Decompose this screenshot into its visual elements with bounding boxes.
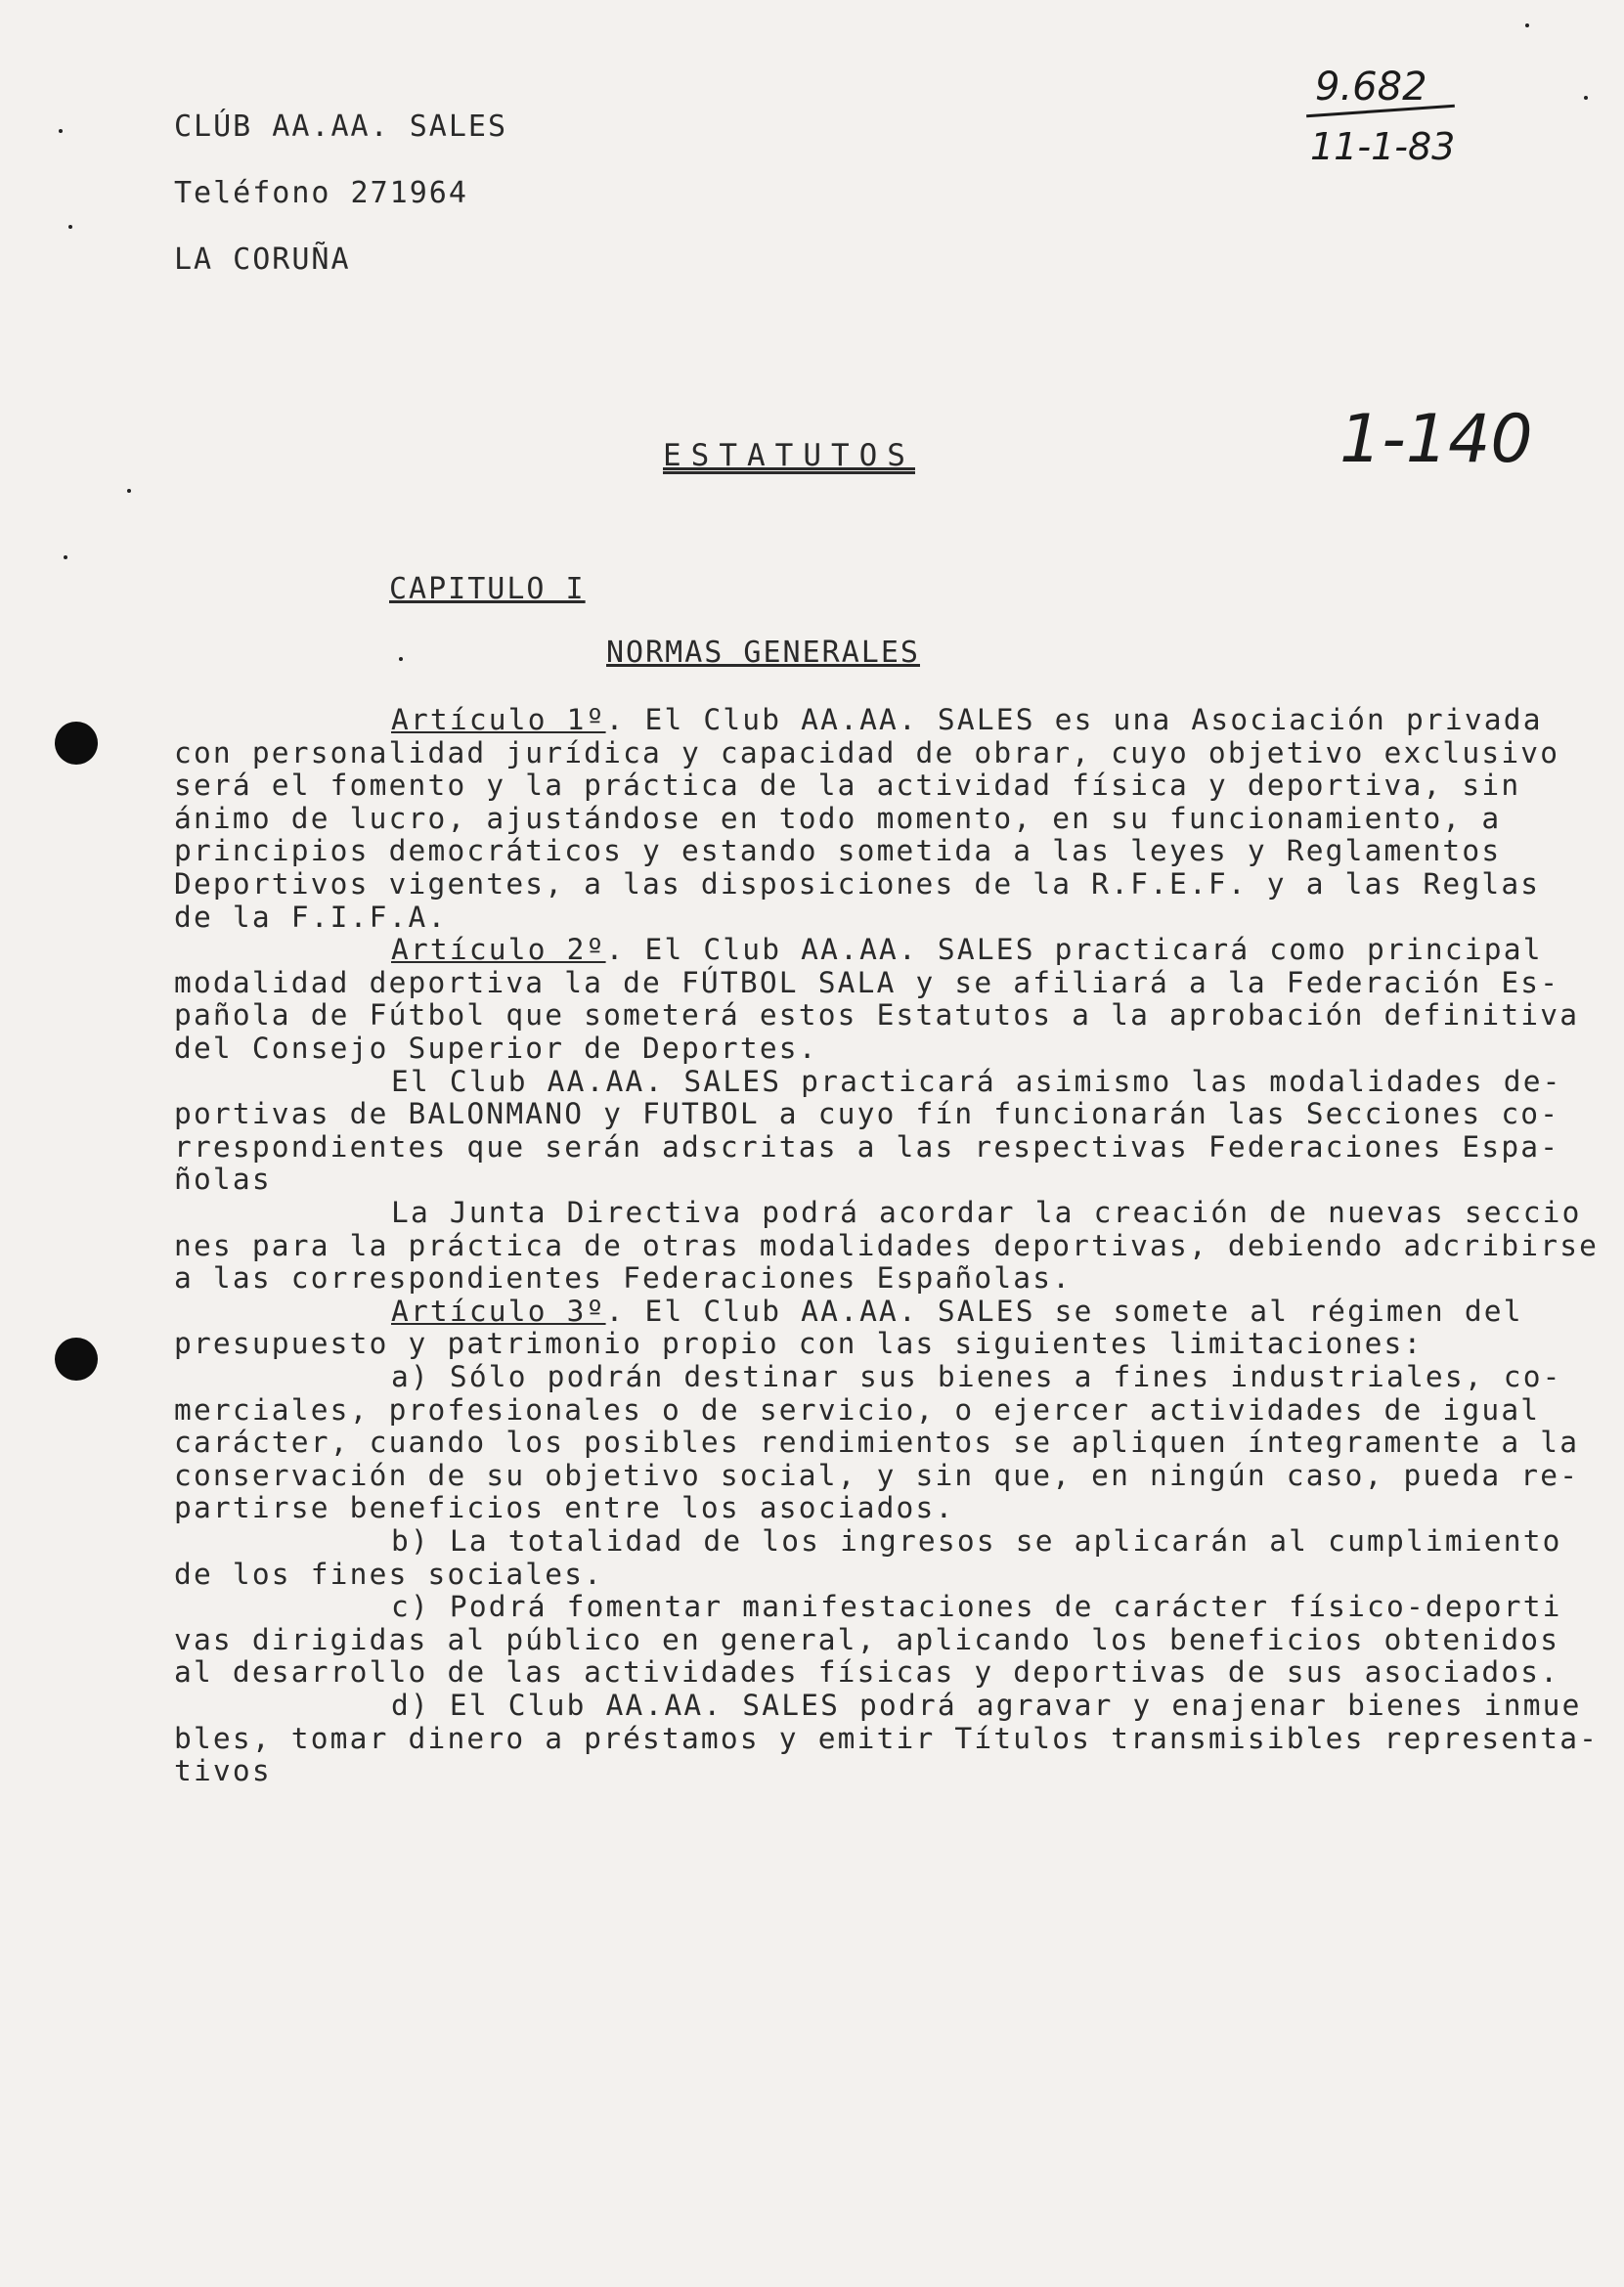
scan-speck bbox=[127, 489, 131, 493]
line-text: tivos bbox=[174, 1754, 272, 1788]
line-text: vas dirigidas al público en general, aplicando los beneficios obtenidos bbox=[174, 1622, 1560, 1656]
scan-speck bbox=[1525, 23, 1529, 27]
line-text: será el fomento y la práctica de la actividad física y deportiva, sin bbox=[174, 769, 1521, 803]
line-text: Deportivos vigentes, a las disposiciones de la R.F.E.F. y a las Reglas bbox=[174, 867, 1541, 901]
line-text: merciales, profesionales o de servicio, o ejercer actividades de igual bbox=[174, 1392, 1541, 1427]
line-text: de los fines sociales. bbox=[174, 1557, 604, 1591]
scan-speck bbox=[59, 129, 63, 133]
line-text: d) El Club AA.AA. SALES podrá agravar y enajenar bienes inmue bbox=[391, 1689, 1582, 1722]
line-text: pañola de Fútbol que someterá estos Estatutos a la aprobación definitiva bbox=[174, 998, 1580, 1033]
article-label: Artículo 2º bbox=[391, 933, 606, 967]
line-text: ñolas bbox=[174, 1163, 272, 1197]
line-text: modalidad deportiva la de FÚTBOL SALA y se afiliará a la Federación Es- bbox=[174, 965, 1560, 999]
club-name: CLÚB AA.AA. SALES bbox=[174, 110, 508, 144]
line-text: rrespondientes que serán adscritas a las respectivas Federaciones Espa- bbox=[174, 1129, 1560, 1164]
handwritten-date: 11-1-83 bbox=[1310, 125, 1456, 168]
article-label: Artículo 3º bbox=[391, 1294, 606, 1328]
scan-speck bbox=[68, 225, 72, 229]
line-text: principios democráticos y estando sometida a las leyes y Reglamentos bbox=[174, 834, 1502, 868]
article-label: Artículo 1º bbox=[391, 703, 606, 736]
section-heading: NORMAS GENERALES bbox=[606, 636, 920, 670]
scan-speck bbox=[399, 657, 403, 661]
line-text: nes para la práctica de otras modalidades deportivas, debiendo adcribirse bbox=[174, 1228, 1600, 1262]
line-text: ánimo de lucro, ajustándose en todo momento, en su funcionamiento, a bbox=[174, 801, 1502, 835]
club-phone: Teléfono 271964 bbox=[174, 176, 468, 210]
scan-speck bbox=[1584, 96, 1588, 100]
scan-speck bbox=[64, 555, 67, 559]
handwritten-registration-number: 9.682 bbox=[1315, 65, 1427, 110]
line-text: al desarrollo de las actividades físicas y deportivas de sus asociados. bbox=[174, 1655, 1560, 1690]
line-text: conservación de su objetivo social, y sin que, en ningún caso, pueda re- bbox=[174, 1458, 1580, 1492]
line-text: a) Sólo podrán destinar sus bienes a fines industriales, co- bbox=[391, 1360, 1562, 1393]
line-text: del Consejo Superior de Deportes. bbox=[174, 1032, 818, 1065]
line-text: c) Podrá fomentar manifestaciones de carácter físico-deporti bbox=[391, 1590, 1562, 1624]
punch-hole bbox=[55, 1338, 98, 1381]
line-text: La Junta Directiva podrá acordar la creación de nuevas seccio bbox=[391, 1196, 1582, 1229]
line-text: carácter, cuando los posibles rendimientos se apliquen íntegramente a la bbox=[174, 1426, 1580, 1460]
line-text: partirse beneficios entre los asociados. bbox=[174, 1491, 955, 1525]
line-text: bles, tomar dinero a préstamos y emitir Títulos transmisibles representa- bbox=[174, 1721, 1600, 1755]
line-text: b) La totalidad de los ingresos se aplicarán al cumplimiento bbox=[391, 1524, 1562, 1558]
line-text: con personalidad jurídica y capacidad de obrar, cuyo objetivo exclusivo bbox=[174, 735, 1560, 770]
line-text: portivas de BALONMANO y FUTBOL a cuyo fín funcionarán las Secciones co- bbox=[174, 1097, 1560, 1131]
line-text: de la F.I.F.A. bbox=[174, 900, 448, 934]
line-text: El Club AA.AA. SALES practicará asimismo las modalidades de- bbox=[391, 1064, 1562, 1098]
document-title: ESTATUTOS bbox=[663, 438, 915, 473]
line-text: . El Club AA.AA. SALES practicará como principal bbox=[605, 933, 1543, 967]
body-line bbox=[174, 1751, 272, 1790]
chapter-heading: CAPITULO I bbox=[389, 572, 586, 606]
body-line bbox=[174, 1160, 272, 1199]
line-text: presupuesto y patrimonio propio con las siguientes limitaciones: bbox=[174, 1327, 1424, 1361]
line-text: a las correspondientes Federaciones Españolas. bbox=[174, 1261, 1073, 1296]
line-text: . El Club AA.AA. SALES es una Asociación privada bbox=[605, 703, 1543, 736]
line-text: . El Club AA.AA. SALES se somete al régimen del bbox=[605, 1294, 1523, 1328]
body-line bbox=[174, 1719, 1599, 1758]
punch-hole bbox=[55, 722, 98, 765]
club-city: LA CORUÑA bbox=[174, 242, 351, 277]
handwritten-folio: 1-140 bbox=[1339, 401, 1533, 478]
body-line bbox=[174, 1127, 1559, 1166]
